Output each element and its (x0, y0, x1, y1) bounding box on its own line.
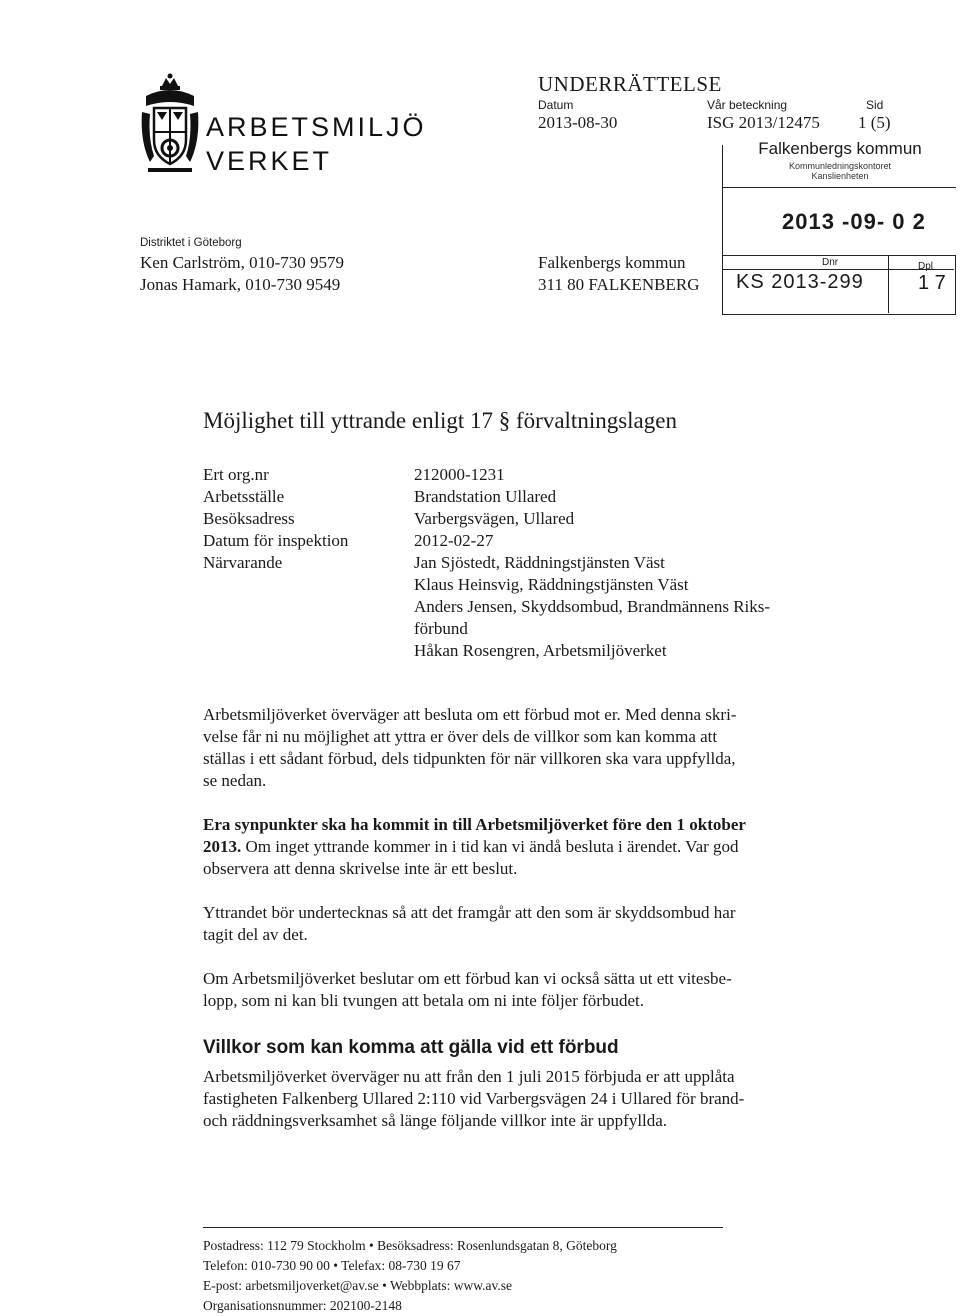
info-label: Arbetsställe (203, 487, 285, 506)
paragraph-deadline (203, 814, 823, 880)
info-value: 212000-1231 (414, 465, 505, 484)
info-label: Närvarande (203, 553, 283, 572)
recipient-address: 311 80 FALKENBERG (538, 275, 700, 294)
paragraph-line: ställas i ett sådant förbud, dels tidpunkten för när villkoren ska vara uppfyllda, (203, 749, 736, 768)
paragraph-line: Arbetsmiljöverket överväger att besluta om ett förbud mot er. Med denna skri- (203, 705, 737, 724)
recipient-name: Falkenbergs kommun (538, 253, 686, 272)
info-value: Varbergsvägen, Ullared (414, 509, 575, 528)
document-title: Möjlighet till yttrande enligt 17 § förvaltningslagen (203, 408, 677, 433)
footer-phone: Telefon: 010-730 90 00 • Telefax: 08-730 19 67 (203, 1258, 461, 1273)
date-label: Datum (538, 98, 574, 112)
paragraph-notice (203, 704, 823, 792)
paragraph-line: se nedan. (203, 771, 267, 790)
footer-org-number: Organisationsnummer: 202100-2148 (203, 1298, 402, 1313)
stamp-organization: Falkenbergs kommun (758, 139, 922, 158)
deadline-text: 2013. (203, 837, 242, 856)
footer-contact: E-post: arbetsmiljoverket@av.se • Webbplats: www.av.se (203, 1278, 512, 1293)
page-label: Sid (866, 98, 884, 112)
logo-text-line2: VERKET (206, 146, 333, 176)
deadline-text: Era synpunkter ska ha kommit in till Arbetsmiljöverket före den 1 oktober (203, 815, 746, 834)
paragraph-line: tagit del av det. (203, 925, 308, 944)
paragraph-line: velse får ni nu möjlighet att yttra er över dels de villkor som kan komma att (203, 727, 718, 746)
section-heading: Villkor som kan komma att gälla vid ett förbud (203, 1037, 619, 1058)
received-stamp (722, 139, 958, 319)
sender-contact: Jonas Hamark, 010-730 9549 (140, 275, 341, 294)
page-value: 1 (5) (858, 113, 891, 132)
stamp-dnr-label: Dnr (822, 257, 839, 268)
paragraph-line: Yttrandet bör undertecknas så att det framgår att den som är skyddsombud har (203, 903, 736, 922)
paragraph-conditions (203, 1066, 823, 1132)
paragraph-text: Om inget yttrande kommer in i tid kan vi ändå besluta i ärendet. Var god (241, 837, 739, 856)
reference-label: Vår beteckning (707, 98, 788, 112)
info-value: 2012-02-27 (414, 531, 494, 550)
stamp-dpl-value: 1 7 (918, 272, 946, 294)
reference-value: ISG 2013/12475 (707, 113, 820, 132)
footer-postal: Postadress: 112 79 Stockholm • Besöksadress: Rosenlundsgatan 8, Göteborg (203, 1238, 617, 1253)
attendee: Anders Jensen, Skyddsombud, Brandmännens Riks- (414, 597, 771, 616)
stamp-unit: Kanslienheten (811, 171, 869, 181)
attendee: Håkan Rosengren, Arbetsmiljöverket (414, 641, 667, 660)
logo-text-line1: ARBETSMILJÖ (206, 112, 427, 142)
paragraph-line: Arbetsmiljöverket överväger nu att från den 1 juli 2015 förbjuda er att upplåta (203, 1067, 735, 1086)
paragraph-line (203, 836, 823, 858)
info-label: Datum för inspektion (203, 531, 349, 550)
stamp-date: 2013 -09- 0 2 (782, 209, 926, 234)
paragraph-line: observera att denna skrivelse inte är ett beslut. (203, 859, 518, 878)
document-type: UNDERRÄTTELSE (538, 72, 722, 96)
attendee: förbund (414, 619, 468, 638)
attendees-list (414, 552, 834, 662)
paragraph-signature (203, 902, 823, 946)
info-label: Besöksadress (203, 509, 295, 528)
footer (203, 1236, 617, 1316)
paragraph-line: lopp, som ni kan bli tvungen att betala om ni inte följer förbudet. (203, 991, 644, 1010)
sender-district: Distriktet i Göteborg (140, 237, 242, 249)
paragraph-line: fastigheten Falkenberg Ullared 2:110 vid Varbergsvägen 24 i Ullared för brand- (203, 1089, 745, 1108)
info-value: Brandstation Ullared (414, 487, 557, 506)
coat-of-arms-logo (140, 72, 200, 182)
paragraph-line: och räddningsverksamhet så länge följande villkor inte är uppfyllda. (203, 1111, 668, 1130)
paragraph-line: Om Arbetsmiljöverket beslutar om ett förbud kan vi också sätta ut ett vitesbe- (203, 969, 732, 988)
attendee: Klaus Heinsvig, Räddningstjänsten Väst (414, 575, 689, 594)
date-value: 2013-08-30 (538, 113, 618, 132)
stamp-department: Kommunledningskontoret (788, 161, 892, 171)
paragraph-fine (203, 968, 823, 1012)
stamp-dpl-label: Dpl (918, 261, 934, 272)
attendee: Jan Sjöstedt, Räddningstjänsten Väst (414, 553, 665, 572)
stamp-dnr-value: KS 2013-299 (736, 271, 864, 293)
footer-divider (203, 1227, 723, 1228)
info-label: Ert org.nr (203, 465, 269, 484)
sender-contact: Ken Carlström, 010-730 9579 (140, 253, 344, 272)
